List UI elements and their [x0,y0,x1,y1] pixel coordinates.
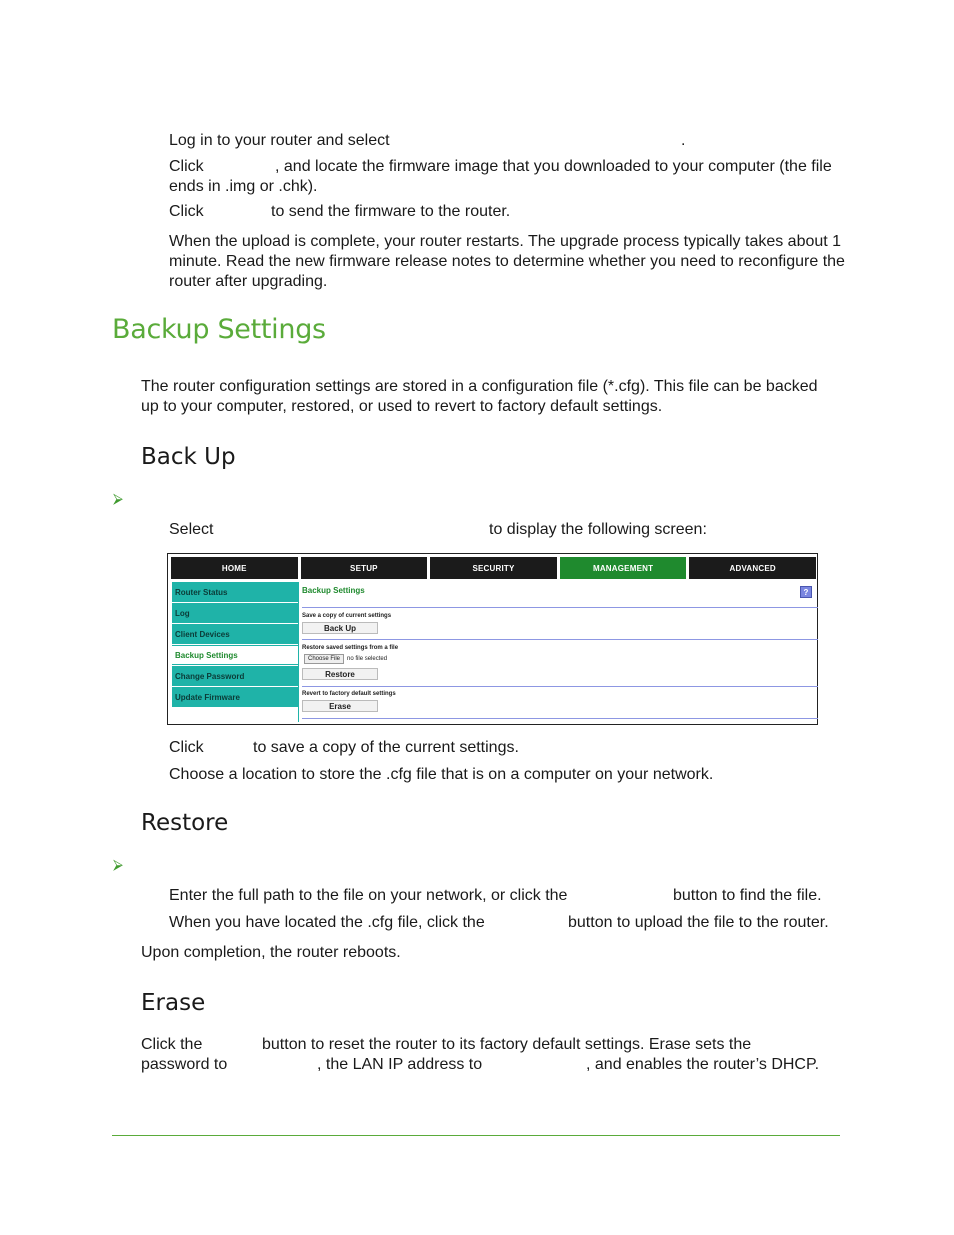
arrow-bullet-icon: ⮚ [113,491,123,507]
tab-management[interactable]: MANAGEMENT [560,557,687,579]
erase-click: Click the [141,1036,203,1053]
no-file-text: no file selected [347,656,388,662]
restore-label: Restore saved settings from a file [302,645,399,651]
backup-intro: The router configuration settings are stored in a configuration file (*.cfg). This file can be backed up to your computer, restored, or used to revert to factory default settings. [141,378,818,415]
router-sidebar [172,582,298,708]
restore-located-rest: button to upload the file to the router. [568,914,829,931]
backup-click-rest: to save a copy of the current settings. [253,739,519,756]
backup-button[interactable]: Back Up [302,622,378,634]
tab-home[interactable]: HOME [171,557,298,579]
erase-lan: , the LAN IP address to [317,1056,483,1073]
erase-password: password to [141,1056,228,1073]
step-login-text: Log in to your router and select [169,132,390,149]
divider [302,607,818,608]
sidebar-item-change-password[interactable]: Change Password [172,666,298,686]
backup-click: Click [169,739,204,756]
tab-advanced[interactable]: ADVANCED [689,557,816,579]
section-title-backup-settings: Backup Settings [112,314,326,345]
divider [302,639,818,640]
restore-enter-rest: button to find the file. [673,887,822,904]
restore-enter: Enter the full path to the file on your network, or click the [169,887,568,904]
sidebar-item-backup-settings[interactable]: Backup Settings [172,645,298,665]
arrow-bullet-icon: ⮚ [113,857,123,873]
step-login-end: . [681,132,686,149]
sidebar-divider [298,582,299,722]
sidebar-item-log[interactable]: Log [172,603,298,623]
step-browse-text: , and locate the firmware image that you downloaded to your computer (the file ends in .img or .chk). [169,158,832,195]
footer-rule [112,1135,840,1136]
sidebar-item-router-status[interactable]: Router Status [172,582,298,602]
upload-complete-paragraph: When the upload is complete, your router restarts. The upgrade process typically takes about 1 minute. Read the new firmware release notes to determine whether you need to reconfigure the router after upgrading. [169,233,845,290]
tab-security[interactable]: SECURITY [430,557,557,579]
tab-setup[interactable]: SETUP [301,557,428,579]
step-browse-click: Click [169,158,204,175]
save-copy-label: Save a copy of current settings [302,613,392,619]
subsection-title-backup: Back Up [141,444,236,470]
step-login [169,131,686,151]
divider [302,718,818,719]
backup-choose-location: Choose a location to store the .cfg file that is on a computer on your network. [169,766,714,783]
revert-label: Revert to factory default settings [302,691,396,697]
subsection-title-erase: Erase [141,990,206,1016]
help-icon[interactable]: ? [800,586,812,598]
panel-title: Backup Settings [302,586,365,595]
choose-file-button[interactable]: Choose File [304,654,344,664]
erase-click-rest: button to reset the router to its factory default settings. Erase sets the [262,1036,752,1053]
restore-located: When you have located the .cfg file, click the [169,914,485,931]
backup-select-rest: to display the following screen: [489,521,707,538]
backup-select: Select [169,521,214,538]
subsection-title-restore: Restore [141,810,229,836]
divider [302,686,818,687]
erase-dhcp: , and enables the router’s DHCP. [586,1056,820,1073]
router-screenshot [167,553,818,725]
step-upload-click: Click [169,203,204,220]
restore-button[interactable]: Restore [302,668,378,680]
restore-upon: Upon completion, the router reboots. [141,944,401,961]
router-nav-tabs [171,557,816,579]
sidebar-item-update-firmware[interactable]: Update Firmware [172,687,298,707]
step-upload-text: to send the firmware to the router. [271,203,511,220]
file-chooser [304,654,387,664]
sidebar-item-client-devices[interactable]: Client Devices [172,624,298,644]
erase-button[interactable]: Erase [302,700,378,712]
